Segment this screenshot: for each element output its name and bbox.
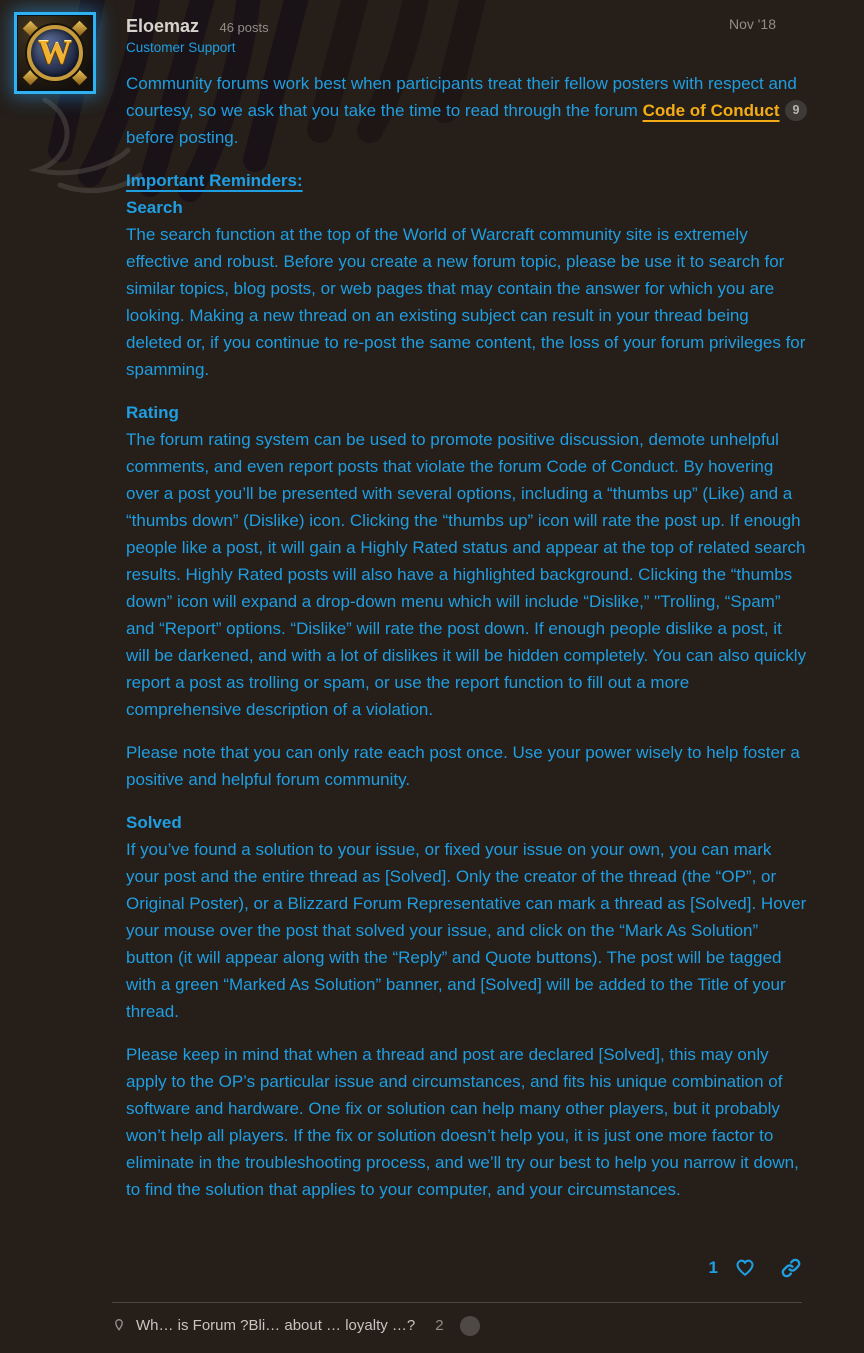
suggested-topic-title[interactable]: Wh… is Forum ?Bli… about … loyalty …? <box>136 1317 416 1334</box>
post-header <box>126 0 826 55</box>
author-username[interactable]: Eloemaz <box>126 16 200 36</box>
suggested-topic-avatar[interactable] <box>460 1316 480 1336</box>
author-group-flair: Customer Support <box>126 40 236 55</box>
section-rating <box>126 399 808 723</box>
section-search <box>126 167 808 383</box>
solved-heading: Solved <box>126 813 182 832</box>
paragraph-intro <box>126 70 808 151</box>
forum-post <box>126 0 826 1219</box>
post-body <box>126 70 808 1203</box>
topic-pin-icon <box>112 1316 126 1338</box>
link-click-count-badge: 9 <box>785 100 808 121</box>
search-heading: Search <box>126 198 183 217</box>
like-count[interactable]: 1 <box>708 1258 718 1277</box>
post-bottom-divider <box>112 1302 802 1303</box>
like-button[interactable] <box>709 1256 756 1281</box>
rating-heading: Rating <box>126 403 179 422</box>
search-paragraph: The search function at the top of the World of Warcraft community site is extremely effective and robust. Before you create a new forum topic, please be use it to search for similar topics, blog posts, or web pages that may contain the answer for which you are looking. Making a new thread on an existing subject can result in your thread being deleted or, if you continue to re-post the same content, the loss of your forum privileges for spamming. <box>126 225 806 379</box>
intro-text-before-link: Community forums work best when participants treat their fellow posters with respect and courtesy, so we ask that you take the time to read through the forum <box>126 74 797 120</box>
author-post-count: 46 posts <box>219 20 269 35</box>
rating-paragraph: The forum rating system can be used to promote positive discussion, demote unhelpful comments, and even report posts that violate the forum Code of Conduct. By hovering over a post you’ll be presented with several options, including a “thumbs up” (Like) and a “thumbs down” (Dislike) icon. Clicking the “thumbs up” icon will rate the post up. If enough people like a post, it will gain a Highly Rated status and appear at the top of related search results. Highly Rated posts will also have a highlighted background. Clicking the “thumbs down” icon will expand a drop-down menu which will include “Dislike,” "Trolling, “Spam” and “Report” options. “Dislike” will rate the post down. If enough people dislike a post, it will be darkened, and with a lot of dislikes it will be hidden completely. You can also quickly report a post as trolling or spam, or use the report function to fill out a more comprehensive description of a violation. <box>126 430 807 719</box>
intro-text-after-link: before posting. <box>126 128 239 147</box>
suggested-topic-row[interactable] <box>112 1313 812 1353</box>
heart-icon[interactable] <box>734 1256 756 1281</box>
code-of-conduct-link[interactable]: Code of Conduct <box>642 101 780 120</box>
wow-logo-icon <box>17 15 93 91</box>
solved-paragraph-2: Please keep in mind that when a thread and post are declared [Solved], this may only apply to the OP’s particular issue and circumstances, and fits his unique combination of software and hardware. One fix or solution can help many other players, but it probably won’t help all players. If the fix or solution doesn’t help you, it is just one more factor to eliminate in the troubleshooting process, and we’ll try our best to help you narrow it down, to find the solution that applies to your computer, and your circumstances. <box>126 1045 799 1199</box>
rating-note-paragraph: Please note that you can only rate each post once. Use your power wisely to help foster a positive and helpful forum community. <box>126 743 800 789</box>
solved-paragraph-1: If you’ve found a solution to your issue, or fixed your issue on your own, you can mark your post and the entire thread as [Solved]. Only the creator of the thread (the “OP”, or Original Poster), or a Blizzard Forum Representative can mark a thread as [Solved]. Hover your mouse over the post that solved your issue, and click on the “Mark As Solution” button (it will appear along with the “Reply” and Quote buttons). The post will be tagged with a green “Marked As Solution” banner, and [Solved] will be added to the Title of your thread. <box>126 840 807 1021</box>
post-date: Nov '18 <box>728 16 776 32</box>
chain-link-icon <box>780 1257 802 1279</box>
post-actions <box>709 1252 802 1284</box>
suggested-topic-reply-count: 2 <box>435 1317 444 1334</box>
share-link-button[interactable] <box>780 1257 802 1279</box>
wow-ring <box>27 25 83 81</box>
avatar[interactable] <box>14 12 96 94</box>
important-reminders-heading: Important Reminders: <box>126 171 303 190</box>
wow-letter: W <box>38 34 72 71</box>
section-solved <box>126 809 808 1025</box>
